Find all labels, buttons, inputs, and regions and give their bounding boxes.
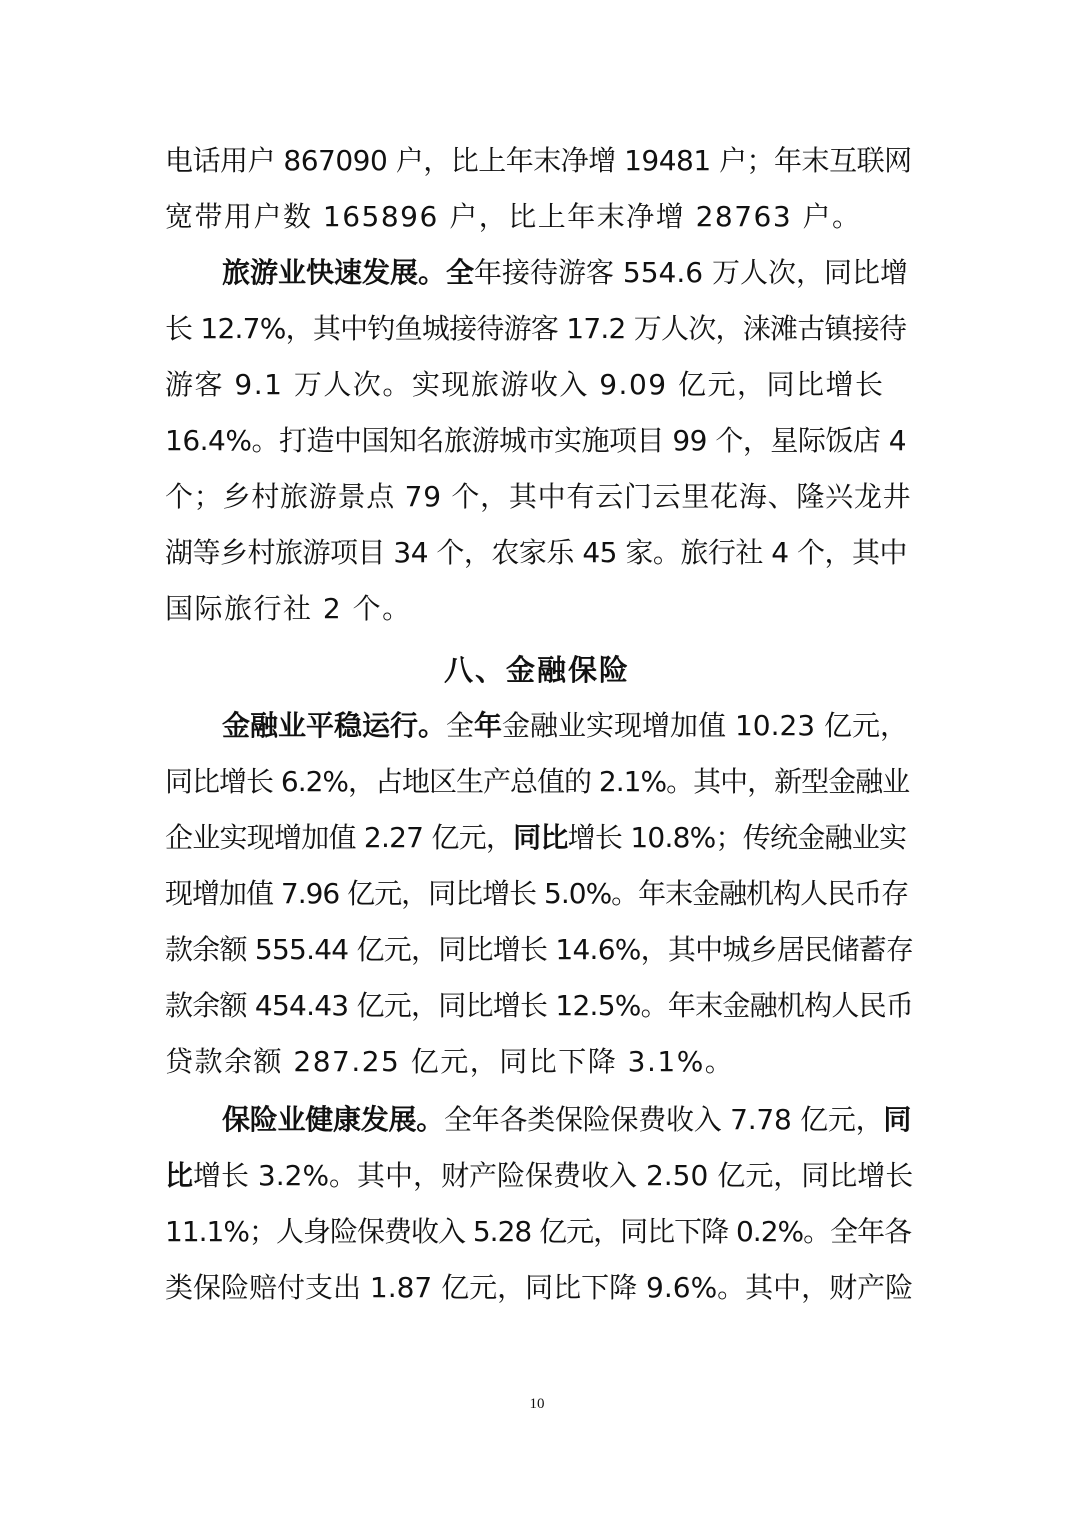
text-run: 企业实现增加值 2.27 亿元， (165, 821, 514, 854)
text-run: 类保险赔付支出 1.87 亿元，同比下降 9.6%。其中，财产险 (165, 1271, 914, 1304)
text-line (165, 301, 913, 357)
text-run: 金融业实现增加值 10.23 亿元， (502, 709, 909, 742)
text-run: 电话用户 867090 户，比上年末净增 19481 户；年末互联网 (165, 144, 912, 177)
text-line (165, 357, 913, 413)
text-run: 现增加值 7.96 亿元，同比增长 5.0%。年末金融机构人民币存 (165, 877, 909, 910)
text-run: 长 12.7%，其中钓鱼城接待游客 17.2 万人次，涞滩古镇接待 (165, 312, 907, 345)
bold-text-run: 同 (883, 1103, 912, 1136)
text-run: 11.1%；人身险保费收入 5.28 亿元，同比下降 0.2%。全年各 (165, 1215, 912, 1248)
text-line (222, 698, 913, 754)
section-heading: 八、金融保险 (443, 653, 630, 687)
page-number: 10 (529, 1396, 545, 1412)
text-line (165, 1260, 913, 1316)
bold-text-run: 同比 (513, 821, 568, 854)
text-line (165, 189, 913, 245)
bold-text-run: 比 (165, 1159, 194, 1192)
text-line (165, 1204, 913, 1260)
text-line (222, 245, 913, 301)
text-line (165, 978, 913, 1034)
text-line (165, 866, 913, 922)
text-run: 宽带用户数 165896 户，比上年末净增 28763 户。 (165, 200, 862, 233)
text-line (165, 581, 913, 637)
bold-text-run: 年 (474, 709, 503, 742)
text-line (165, 1148, 913, 1204)
bold-text-run: 保险业健康发展。 (222, 1103, 445, 1136)
text-line (165, 1034, 913, 1090)
text-line (165, 469, 913, 525)
text-run: 游客 9.1 万人次。实现旅游收入 9.09 亿元，同比增长 (165, 368, 885, 401)
text-run: 款余额 454.43 亿元，同比增长 12.5%。年末金融机构人民币 (165, 989, 914, 1022)
bold-text-run: 旅游业快速发展。全 (222, 256, 475, 289)
text-run: 增长 10.8%；传统金融业实 (567, 821, 907, 854)
text-run: 全年各类保险保费收入 7.78 亿元， (444, 1103, 884, 1136)
text-run: 湖等乡村旅游项目 34 个，农家乐 45 家。旅行社 4 个，其中 (165, 536, 907, 569)
text-line (222, 1092, 913, 1148)
text-run: 年接待游客 554.6 万人次，同比增 (474, 256, 908, 289)
text-line (165, 754, 913, 810)
text-run: 增长 3.2%。其中，财产险保费收入 2.50 亿元，同比增长 (193, 1159, 914, 1192)
text-line (165, 810, 913, 866)
text-line (165, 922, 913, 978)
text-run: 款余额 555.44 亿元，同比增长 14.6%，其中城乡居民储蓄存 (165, 933, 914, 966)
text-run: 国际旅行社 2 个。 (165, 592, 412, 625)
text-run: 贷款余额 287.25 亿元，同比下降 3.1%。 (165, 1045, 735, 1078)
text-line (165, 133, 913, 189)
text-run: 同比增长 6.2%，占地区生产总值的 2.1%。其中，新型金融业 (165, 765, 910, 798)
text-line (165, 525, 913, 581)
text-run: 个；乡村旅游景点 79 个，其中有云门云里花海、隆兴龙井 (165, 480, 912, 513)
text-run: 全 (446, 709, 475, 742)
bold-text-run: 金融业平稳运行。 (222, 709, 447, 742)
text-line (165, 413, 913, 469)
text-run: 16.4%。打造中国知名旅游城市实施项目 99 个，星际饭店 4 (165, 424, 907, 457)
